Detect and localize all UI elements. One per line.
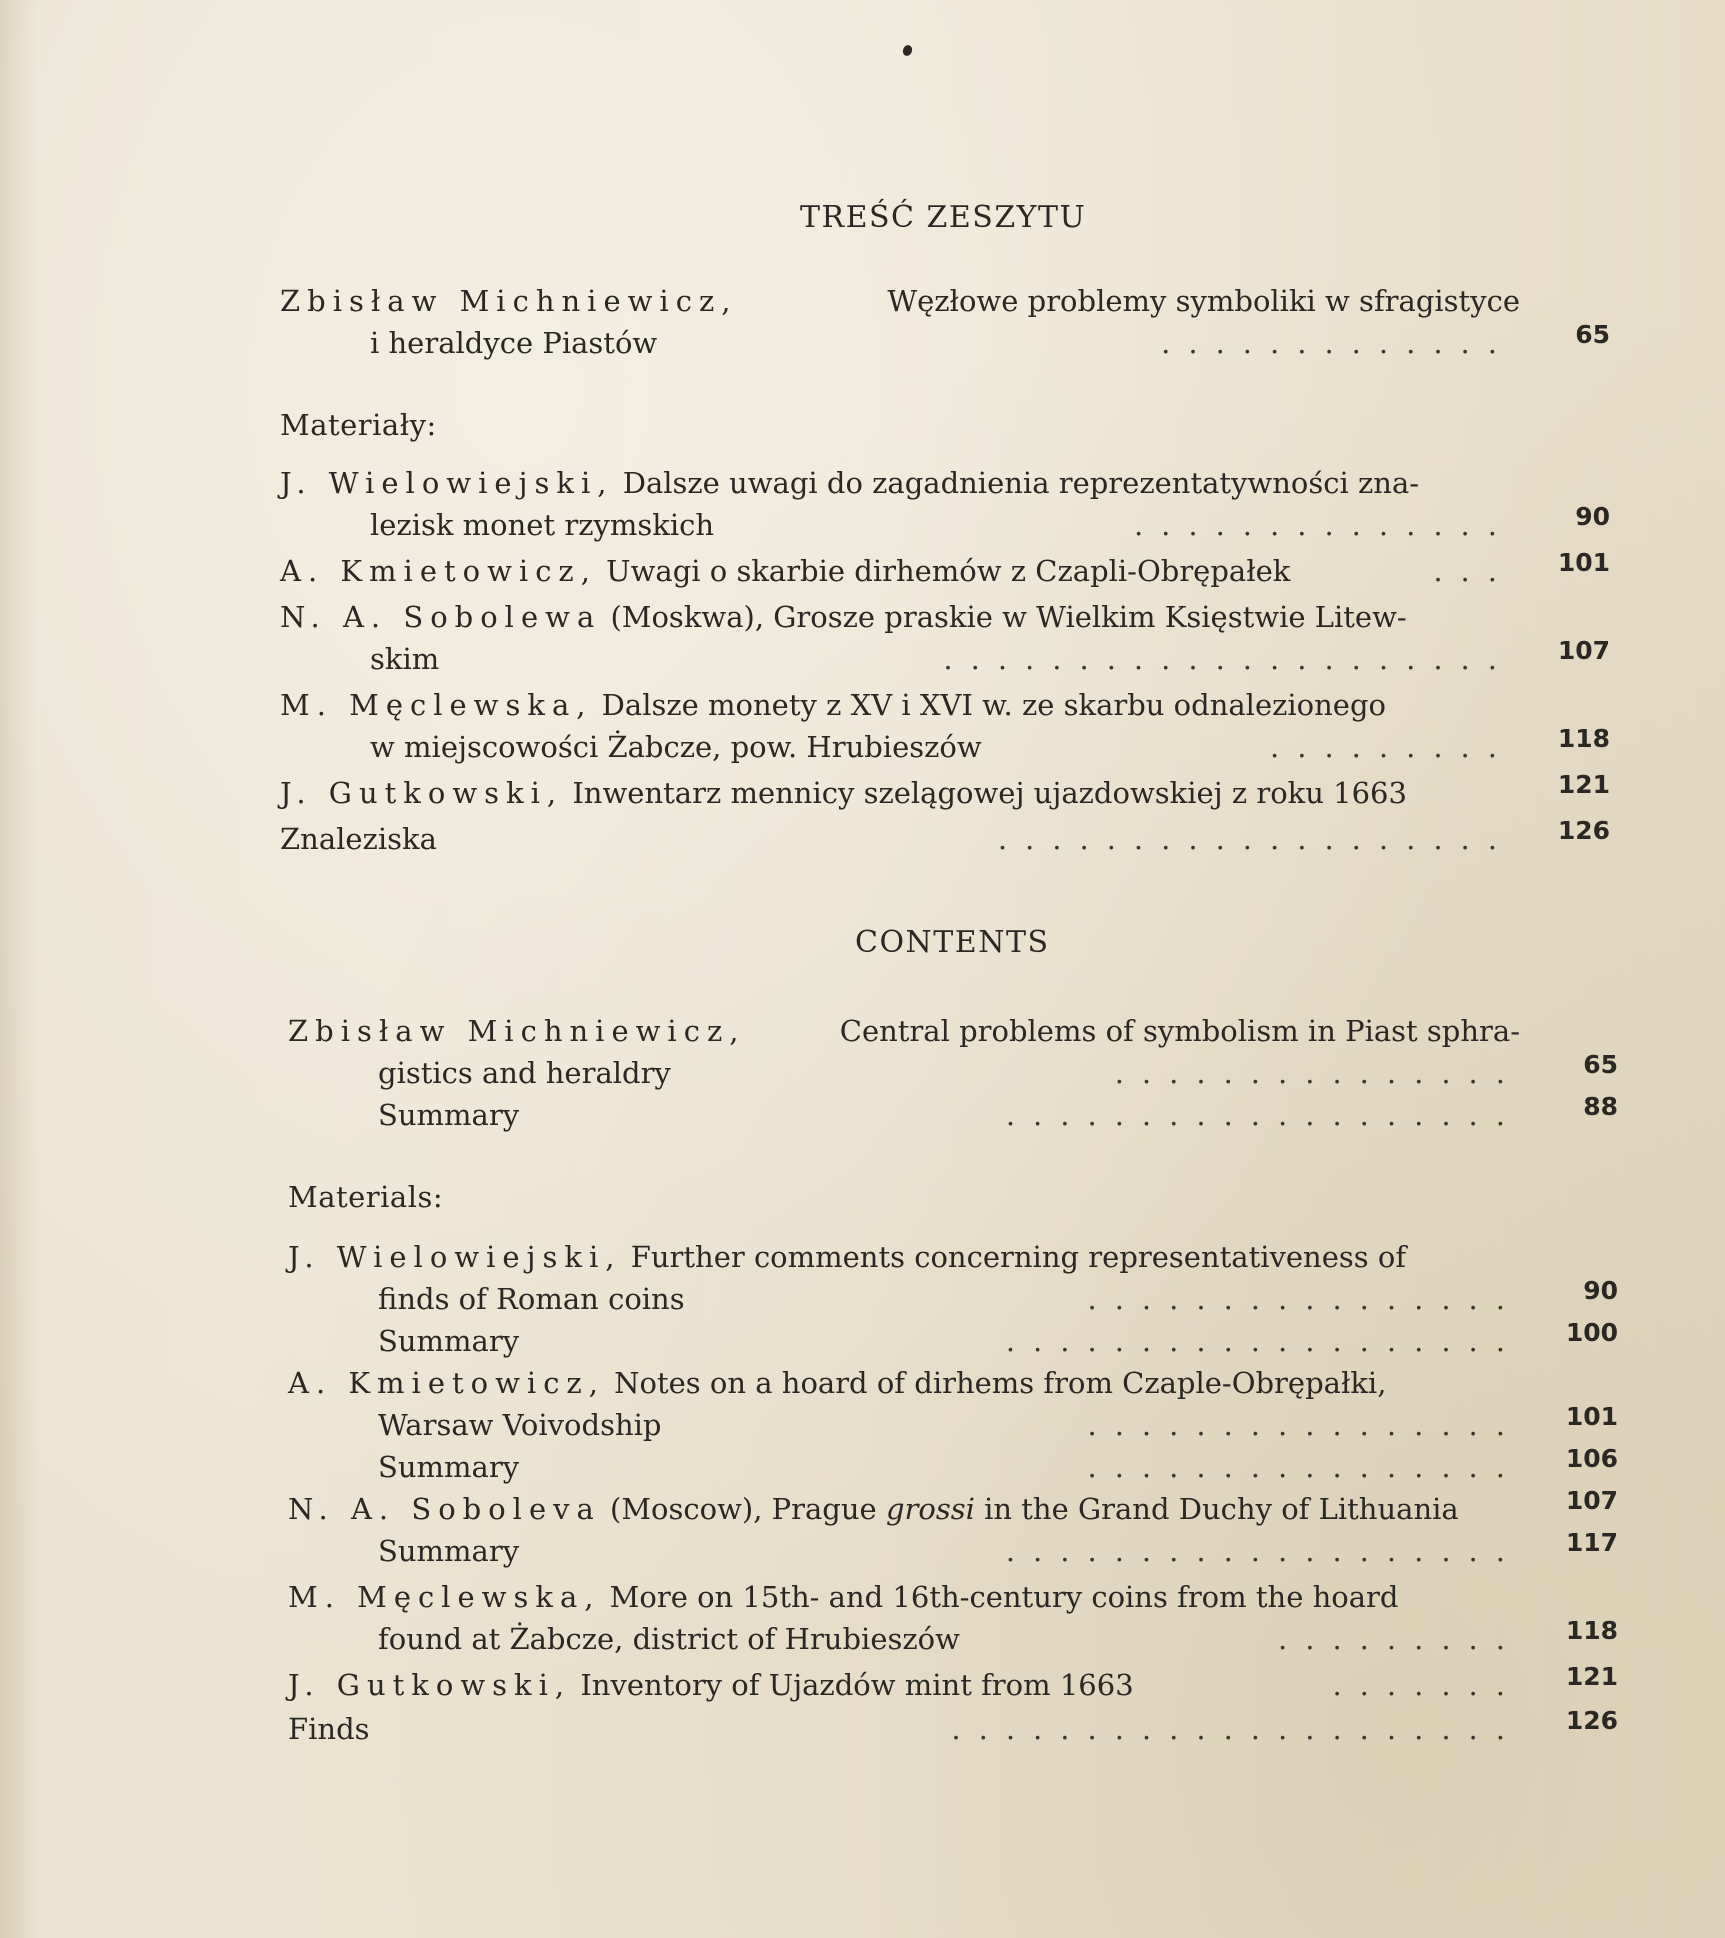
summary-label: Summary bbox=[378, 1450, 520, 1484]
dot-leader: ..................... bbox=[951, 1712, 1523, 1746]
page-number: 100 bbox=[1565, 1318, 1618, 1347]
toc-entry bbox=[288, 1236, 1618, 1362]
english-heading: CONTENTS bbox=[855, 925, 1050, 960]
entry-title-pre: (Moscow), Prague bbox=[610, 1492, 886, 1526]
summary-label: Summary bbox=[378, 1098, 520, 1132]
entry-title: More on 15th- and 16th-century coins from the hoard bbox=[609, 1580, 1399, 1614]
entry-author: J. Gutkowski, bbox=[288, 1668, 572, 1702]
toc-entry bbox=[288, 1488, 1618, 1572]
toc-entry bbox=[288, 1664, 1618, 1706]
page-number: 126 bbox=[1557, 816, 1610, 845]
toc-entry bbox=[288, 1708, 1618, 1750]
dot-leader: ................ bbox=[1087, 1408, 1523, 1442]
page-number: 126 bbox=[1565, 1706, 1618, 1735]
dot-leader: .............. bbox=[1133, 508, 1515, 542]
dot-leader: ....... bbox=[1332, 1668, 1523, 1702]
toc-entry bbox=[280, 772, 1610, 814]
toc-entry bbox=[280, 596, 1610, 680]
dot-leader: ................... bbox=[997, 822, 1515, 856]
entry-title-italic: grossi bbox=[885, 1492, 975, 1526]
entry-author: N. A. Soboleva bbox=[288, 1492, 601, 1526]
entry-author: J. Wielowiejski, bbox=[288, 1240, 622, 1274]
entry-author: J. Wielowiejski, bbox=[280, 466, 614, 500]
page-number: 106 bbox=[1565, 1444, 1618, 1473]
dot-leader: ......... bbox=[1270, 730, 1515, 764]
summary-label: Summary bbox=[378, 1324, 520, 1358]
entry-title-cont: Warsaw Voivodship bbox=[378, 1408, 662, 1442]
page-number: 88 bbox=[1583, 1092, 1618, 1121]
entry-author: M. Męclewska, bbox=[288, 1580, 601, 1614]
dot-leader: ..................... bbox=[943, 642, 1515, 676]
page-number: 117 bbox=[1565, 1528, 1618, 1557]
page-number: 65 bbox=[1575, 320, 1610, 349]
toc-entry bbox=[280, 462, 1610, 546]
page-number: 121 bbox=[1565, 1662, 1618, 1691]
entry-title: Znaleziska bbox=[280, 822, 437, 856]
page-number: 101 bbox=[1565, 1402, 1618, 1431]
toc-entry bbox=[288, 1576, 1618, 1660]
entry-title-cont: found at Żabcze, district of Hrubieszów bbox=[378, 1622, 960, 1656]
entry-title: Uwagi o skarbie dirhemów z Czapli-Obrępałek bbox=[606, 554, 1291, 588]
entry-title: Further comments concerning representativeness of bbox=[630, 1240, 1407, 1274]
entry-title-cont: i heraldyce Piastów bbox=[370, 326, 658, 360]
entry-author: M. Męclewska, bbox=[280, 688, 593, 722]
entry-title: Notes on a hoard of dirhems from Czaple-Obrępałki, bbox=[614, 1366, 1387, 1400]
page-number: 118 bbox=[1557, 724, 1610, 753]
toc-entry bbox=[280, 550, 1610, 592]
entry-author: A. Kmietowicz, bbox=[280, 554, 597, 588]
entry-title: Central problems of symbolism in Piast sphra- bbox=[839, 1014, 1520, 1048]
entry-title: Węzłowe problemy symboliki w sfragistyce bbox=[887, 284, 1520, 318]
entry-author: Zbisław Michniewicz, bbox=[280, 284, 738, 318]
materials-label: Materials: bbox=[288, 1180, 444, 1214]
entry-title-cont: lezisk monet rzymskich bbox=[370, 508, 715, 542]
entry-title: (Moskwa), Grosze praskie w Wielkim Księstwie Litew- bbox=[610, 600, 1407, 634]
page-number: 101 bbox=[1557, 548, 1610, 577]
ink-dot bbox=[901, 44, 913, 57]
entry-author: Zbisław Michniewicz, bbox=[288, 1014, 746, 1048]
page-number: 121 bbox=[1557, 770, 1610, 799]
entry-title: Inwentarz mennicy szelągowej ujazdowskiej z roku 1663 bbox=[572, 776, 1407, 810]
entry-title-cont: w miejscowości Żabcze, pow. Hrubieszów bbox=[370, 730, 982, 764]
toc-entry bbox=[280, 684, 1610, 768]
dot-leader: ................... bbox=[1005, 1324, 1523, 1358]
dot-leader: ................ bbox=[1087, 1450, 1523, 1484]
entry-author: J. Gutkowski, bbox=[280, 776, 564, 810]
page-number: 107 bbox=[1557, 636, 1610, 665]
summary-label: Summary bbox=[378, 1534, 520, 1568]
page-number: 107 bbox=[1565, 1486, 1618, 1515]
toc-entry bbox=[288, 1362, 1618, 1488]
entry-title: Inventory of Ujazdów mint from 1663 bbox=[580, 1668, 1134, 1702]
entry-author: N. A. Sobolewa bbox=[280, 600, 602, 634]
toc-entry bbox=[280, 280, 1610, 364]
polish-heading: TREŚĆ ZESZYTU bbox=[800, 200, 1087, 235]
entry-author: A. Kmietowicz, bbox=[288, 1366, 605, 1400]
dot-leader: ................ bbox=[1087, 1282, 1523, 1316]
dot-leader: ................... bbox=[1005, 1098, 1523, 1132]
entry-title-cont: gistics and heraldry bbox=[378, 1056, 671, 1090]
entry-title-cont: finds of Roman coins bbox=[378, 1282, 685, 1316]
page-number: 90 bbox=[1583, 1276, 1618, 1305]
toc-entry bbox=[280, 818, 1610, 860]
dot-leader: ......... bbox=[1278, 1622, 1523, 1656]
materials-label: Materiały: bbox=[280, 408, 437, 442]
entry-title: Dalsze uwagi do zagadnienia reprezentatywności zna- bbox=[622, 466, 1420, 500]
dot-leader: ................... bbox=[1005, 1534, 1523, 1568]
entry-title: Finds bbox=[288, 1712, 370, 1746]
toc-entry bbox=[288, 1010, 1618, 1136]
page-number: 65 bbox=[1583, 1050, 1618, 1079]
entry-title: Dalsze monety z XV i XVI w. ze skarbu odnalezionego bbox=[601, 688, 1386, 722]
page-number: 118 bbox=[1565, 1616, 1618, 1645]
dot-leader: ............... bbox=[1114, 1056, 1523, 1090]
entry-title-cont: skim bbox=[370, 642, 440, 676]
dot-leader: ............. bbox=[1161, 326, 1515, 360]
entry-title-post: in the Grand Duchy of Lithuania bbox=[974, 1492, 1459, 1526]
dot-leader: ... bbox=[1433, 554, 1515, 588]
page-number: 90 bbox=[1575, 502, 1610, 531]
